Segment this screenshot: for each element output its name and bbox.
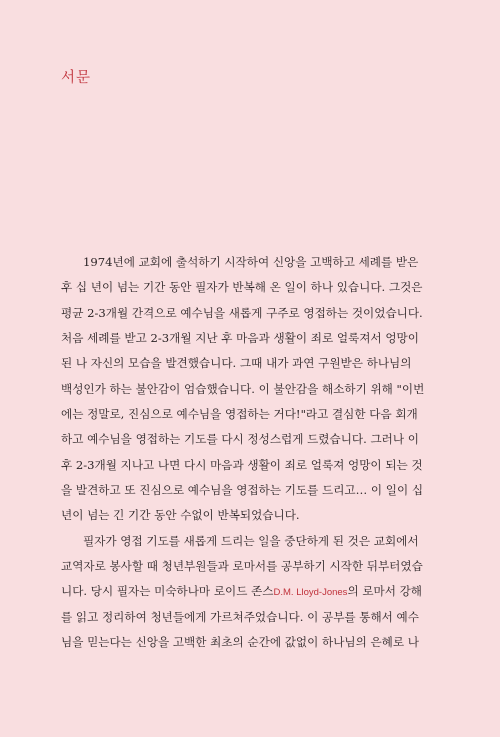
paragraph-line: 후 십 년이 넘는 기간 동안 필자가 반복해 온 일이 하나 있습니다. 그것은	[61, 280, 423, 295]
paragraph-line: 를 읽고 정리하여 청년들에게 가르쳐주었습니다. 이 공부를 통해서 예수	[61, 609, 419, 624]
line-text: 의 로마서 강해	[347, 584, 423, 599]
body-text	[61, 250, 443, 656]
paragraph-line: 에는 정말로, 진심으로 예수님을 영접하는 거다!"라고 결심한 다음 회개	[61, 407, 418, 422]
section-heading: 서문	[61, 70, 92, 86]
paragraph-line: 년이 넘는 긴 기간 동안 수없이 반복되었습니다.	[61, 508, 300, 523]
paragraph-line: 1974년에 교회에 출석하기 시작하여 신앙을 고백하고 세례를 받은	[83, 255, 419, 269]
paragraph-line: 평균 2-3개월 간격으로 예수님을 새롭게 구주로 영접하는 것이었습니다.	[61, 305, 423, 320]
paragraph-line: 필자가 영접 기도를 새롭게 드리는 일을 중단하게 된 것은 교회에서	[83, 533, 419, 548]
paragraph-line: 후 2-3개월 지나고 나면 다시 마음과 생활이 죄로 얼룩져 엉망이 되는 것	[61, 457, 423, 472]
paragraph-line: 님을 믿는다는 신앙을 고백한 최초의 순간에 값없이 하나님의 은혜로 나	[61, 635, 419, 650]
paragraph-line: 된 나 자신의 모습을 발견했습니다. 그때 내가 과연 구원받은 하나님의	[61, 356, 412, 371]
paragraph-line: 하고 예수님을 영접하는 기도를 다시 정성스럽게 드렸습니다. 그러나 이	[61, 432, 419, 447]
paragraph-line	[61, 579, 443, 604]
paragraph-line: 백성인가 하는 불안감이 엄습했습니다. 이 불안감을 해소하기 위해 "이번	[61, 381, 425, 396]
line-text: 니다. 당시 필자는 미숙하나마 로이드 존스	[61, 584, 274, 599]
author-english-name: D.M. Lloyd-Jones	[273, 587, 348, 599]
paragraph-line: 처음 세례를 받고 2-3개월 지난 후 마음과 생활이 죄로 얼룩져서 엉망이	[61, 331, 419, 346]
paragraph-line: 교역자로 봉사할 때 청년부원들과 로마서를 공부하기 시작한 뒤부터였습	[61, 559, 423, 574]
paragraph-line: 을 발견하고 또 진심으로 예수님을 영접하는 기도를 드리고… 이 일이 십	[61, 483, 424, 498]
